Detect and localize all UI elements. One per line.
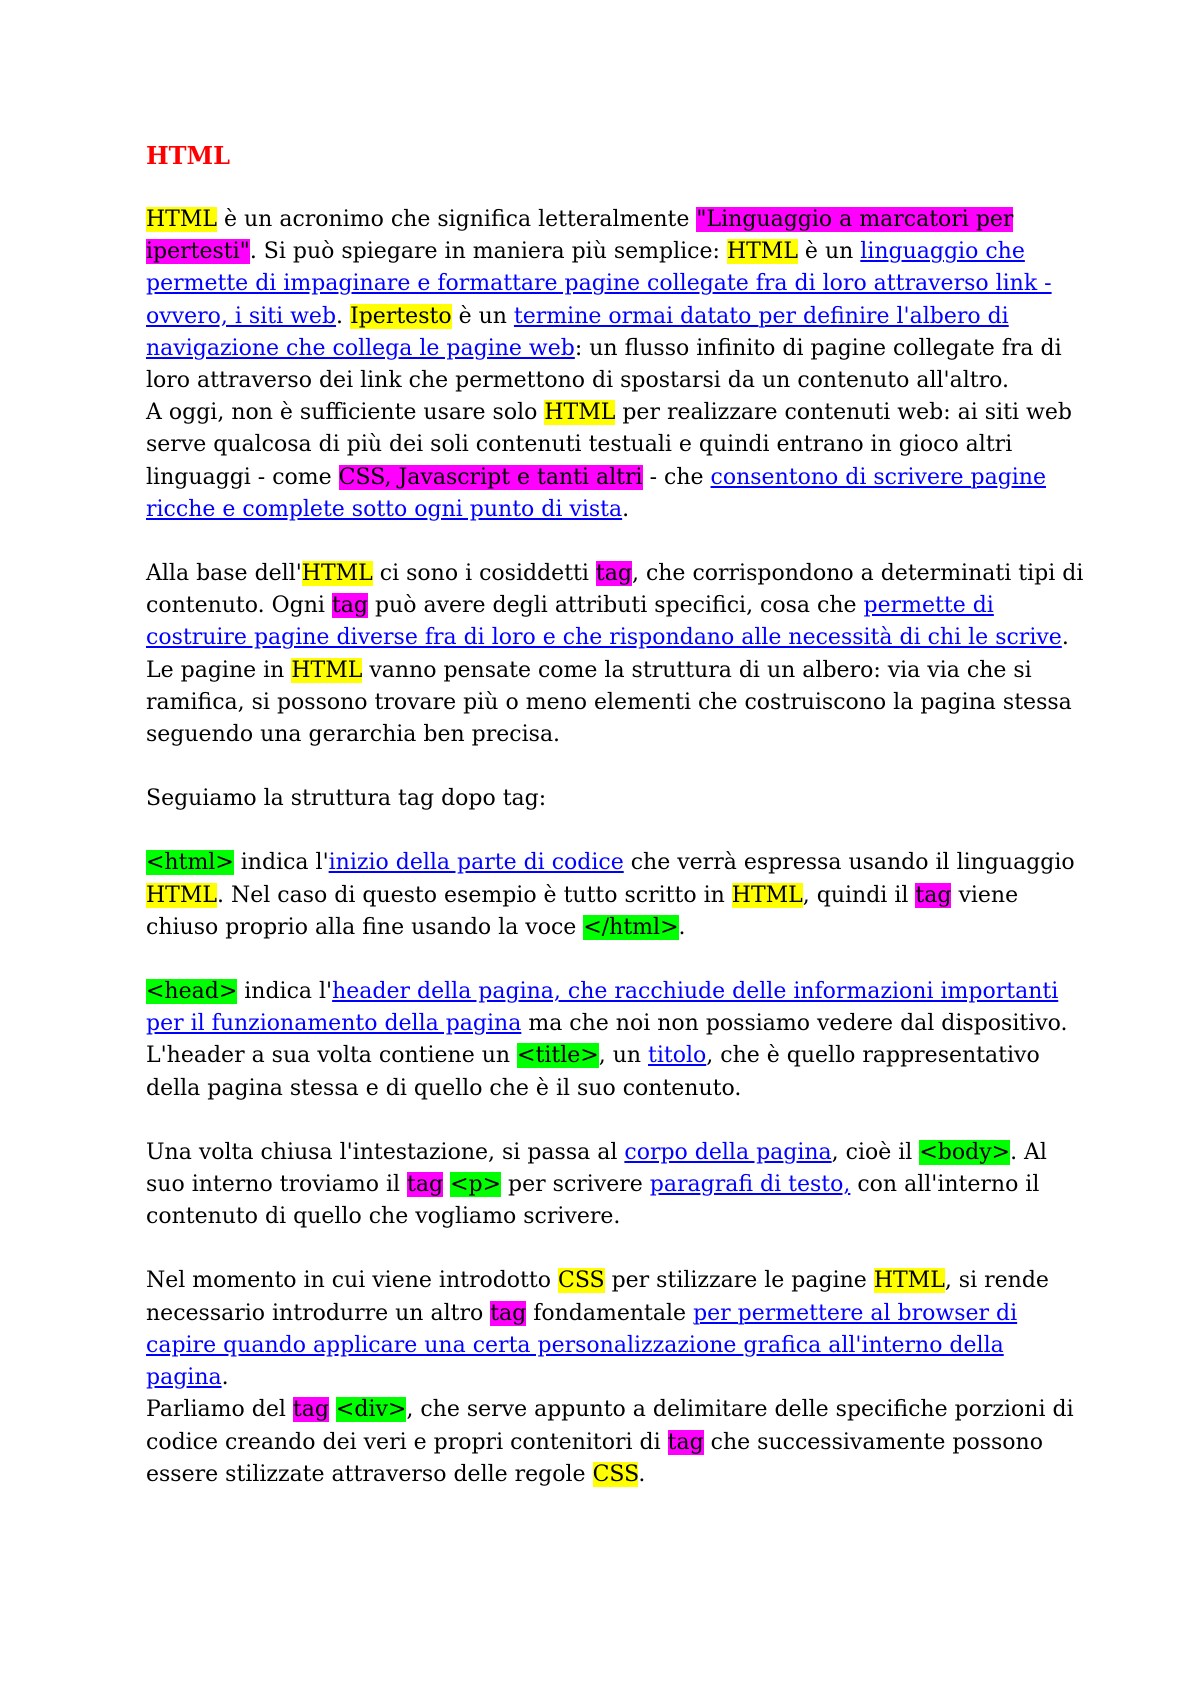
text-run: indica l'	[233, 850, 329, 876]
highlight-tag: tag	[292, 1397, 329, 1423]
text-run: è un	[451, 303, 514, 329]
link-paragrafi[interactable]: paragrafi di testo,	[649, 1172, 851, 1198]
text-run: A oggi, non è sufficiente usare solo	[146, 400, 545, 426]
link-browser[interactable]: per permettere al browser di capire quando applicare una certa personalizzazione grafica all'interno della pagina	[146, 1300, 1018, 1391]
highlight-keyword: CSS	[592, 1461, 639, 1487]
text-run: può avere degli attributi specifici, cosa che	[367, 593, 864, 619]
document-title: HTML	[146, 141, 230, 170]
spacer	[146, 815, 1086, 847]
text-run: Nel momento in cui viene introdotto	[146, 1268, 558, 1294]
text-run: indica l'	[237, 979, 333, 1005]
spacer	[146, 1233, 1086, 1265]
text-run: .	[638, 1461, 646, 1487]
highlight-keyword: Ipertesto	[350, 303, 452, 329]
highlight-keyword: HTML	[726, 239, 798, 265]
spacer	[146, 944, 1086, 976]
spacer	[146, 172, 1086, 204]
highlight-keyword: HTML	[731, 882, 803, 908]
highlight-tag: tag	[915, 882, 952, 908]
highlight-code: <body>	[919, 1139, 1011, 1165]
text-run: è un	[797, 239, 861, 265]
highlight-keyword: CSS	[557, 1268, 605, 1294]
text-run: ma che noi non possiamo vedere dal dispositivo.	[521, 1011, 1068, 1037]
text-run: con all'interno il contenuto di quello che vogliamo scrivere.	[146, 1172, 1040, 1230]
text-run: - che	[642, 464, 711, 490]
link-titolo[interactable]: titolo	[648, 1043, 707, 1069]
highlight-tag: tag	[667, 1429, 704, 1455]
highlight-tag: tag	[595, 561, 632, 587]
text-run: Alla base dell'	[146, 561, 302, 587]
spacer	[146, 1105, 1086, 1137]
highlight-quote: "Linguaggio a marcatori per ipertesti"	[146, 207, 1014, 265]
spacer	[146, 751, 1086, 783]
text-run: che verrà espressa usando il linguaggio	[623, 850, 1075, 876]
text-run: L'header a sua volta contiene un	[146, 1043, 518, 1069]
text-run: . Nel caso di questo esempio è tutto scritto in	[217, 882, 732, 908]
text-run: , si rende necessario introdurre un altro	[146, 1268, 1049, 1326]
highlight-keyword: HTML	[544, 400, 616, 426]
highlight-keyword: HTML	[301, 561, 373, 587]
text-run: ci sono i cosiddetti	[372, 561, 596, 587]
paragraph-div-tag	[146, 1265, 1086, 1490]
paragraph-html-tag	[146, 847, 1086, 944]
spacer	[146, 526, 1086, 558]
text-run: Una volta chiusa l'intestazione, si passa al	[146, 1139, 625, 1165]
text-run: , che serve appunto a delimitare delle specifiche porzioni di codice creando dei veri e propri contenitori di	[146, 1397, 1074, 1455]
text-run: è un acronimo che significa letteralmente	[217, 207, 697, 232]
text-run: . Le pagine in	[146, 625, 1069, 683]
link-linguaggio[interactable]: linguaggio che permette di impaginare e formattare pagine collegate fra di loro attraverso link - ovvero, i siti web	[146, 239, 1052, 329]
highlight-code: </html>	[583, 914, 679, 940]
link-header-pagina[interactable]: header della pagina, che racchiude delle informazioni importanti per il funzionamento della pagina	[146, 979, 1059, 1037]
text-run: . Al suo interno troviamo il	[146, 1139, 1047, 1198]
text-run: .	[221, 1365, 229, 1391]
text-run: per realizzare contenuti web: ai siti web serve qualcosa di più dei soli contenuti testuali e quindi entrano in gioco altri linguaggi - come	[146, 400, 1072, 490]
text-run: , che è quello rappresentativo della pagina stessa e di quello che è il suo contenuto.	[146, 1043, 1040, 1101]
paragraph-body-tag	[146, 1137, 1086, 1234]
highlight-code: <head>	[146, 979, 238, 1005]
text-run: , cioè il	[831, 1139, 920, 1165]
text-run: per scrivere	[501, 1172, 650, 1198]
text-run: , quindi il	[802, 882, 916, 908]
highlight-code: <p>	[450, 1172, 502, 1198]
text-run: , che corrispondono a determinati tipi di contenuto. Ogni	[146, 561, 1084, 619]
highlight-languages: CSS, Javascript e tanti altri	[338, 464, 643, 490]
text-run: che successivamente possono essere stilizzate attraverso delle regole	[146, 1429, 1043, 1487]
highlight-code: <div>	[335, 1397, 407, 1423]
text-run: fondamentale	[526, 1300, 694, 1326]
highlight-keyword: HTML	[291, 657, 363, 683]
text-run: .	[678, 914, 686, 940]
text-run: Parliamo del	[146, 1397, 293, 1423]
text-run: .	[622, 496, 630, 522]
highlight-code: <html>	[146, 850, 234, 876]
link-termine-datato[interactable]: termine ormai datato per definire l'albero di navigazione che collega le pagine web	[146, 303, 1009, 361]
text-run: , un	[598, 1043, 649, 1069]
paragraph-tags	[146, 558, 1086, 751]
document-body	[146, 140, 1086, 1491]
highlight-keyword: HTML	[146, 207, 217, 232]
text-run: Seguiamo la struttura tag dopo tag:	[146, 786, 547, 812]
highlight-tag: tag	[490, 1300, 527, 1326]
paragraph-intro	[146, 204, 1086, 526]
link-inizio-codice[interactable]: inizio della parte di codice	[328, 850, 624, 876]
highlight-tag: tag	[331, 593, 368, 619]
link-corpo-pagina[interactable]: corpo della pagina	[624, 1139, 832, 1165]
highlight-keyword: HTML	[146, 882, 217, 908]
highlight-code: <title>	[517, 1043, 599, 1069]
text-run: .	[336, 303, 351, 329]
paragraph-head-tag	[146, 976, 1086, 1105]
highlight-keyword: HTML	[873, 1268, 945, 1294]
text-run: . Si può spiegare in maniera più semplice:	[249, 239, 727, 265]
text-run: viene chiuso proprio alla fine usando la voce	[146, 882, 1019, 940]
text-run: : un flusso infinito di pagine collegate fra di loro attraverso dei link che permettono di spostarsi da un contenuto all'altro.	[146, 335, 1062, 394]
text-run	[329, 1397, 336, 1422]
text-run: vanno pensate come la struttura di un albero: via via che si ramifica, si possono trovare più o meno elementi che costruiscono la pagina stessa seguendo una gerarchia ben precisa.	[146, 657, 1072, 748]
paragraph-seguiamo	[146, 783, 1086, 815]
link-costruire-pagine[interactable]: permette di costruire pagine diverse fra di loro e che rispondano alle necessità di chi le scrive	[146, 593, 1062, 651]
link-consentono[interactable]: consentono di scrivere pagine ricche e complete sotto ogni punto di vista	[146, 464, 1046, 522]
highlight-tag: tag	[407, 1172, 444, 1198]
text-run: per stilizzare le pagine	[604, 1268, 874, 1294]
